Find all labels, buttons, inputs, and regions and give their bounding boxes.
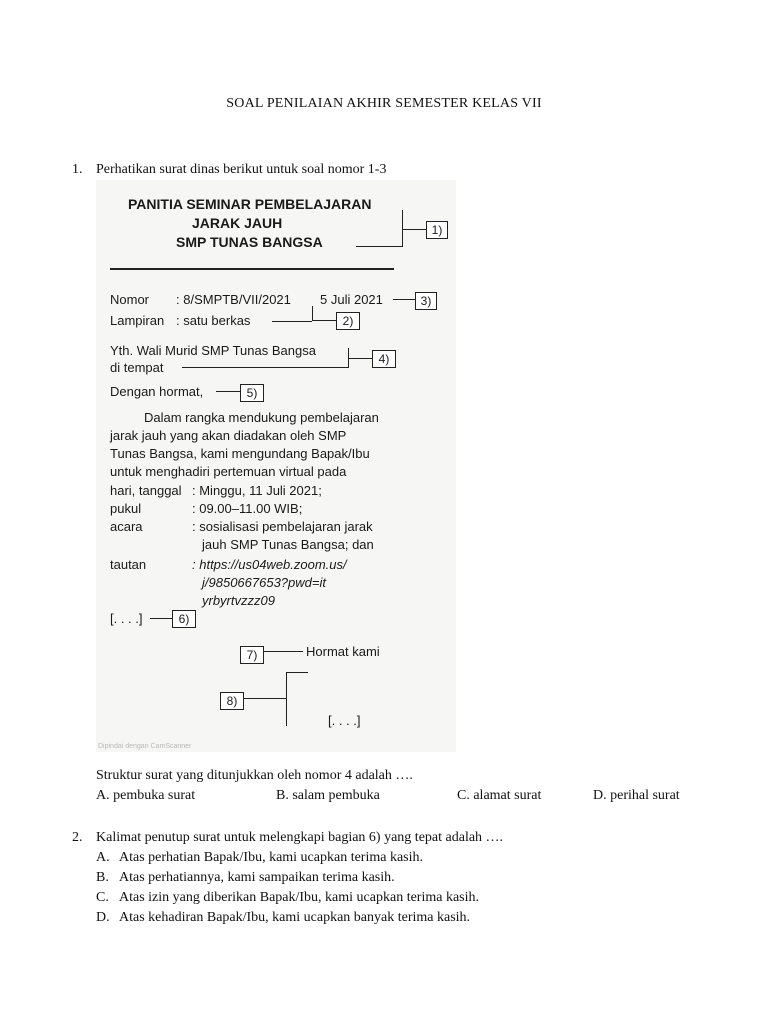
letterhead-rule (110, 268, 394, 270)
closing-salutation: Hormat kami (306, 644, 380, 659)
marker-1-line (402, 229, 426, 230)
body-line-4: untuk menghadiri pertemuan virtual pada (110, 464, 347, 479)
body-line-1: Dalam rangka mendukung pembelajaran (144, 410, 379, 425)
marker-3-box: 3) (415, 292, 437, 310)
question-2-number: 2. (72, 830, 83, 845)
q1-option-a[interactable]: A. pembuka surat (96, 788, 196, 803)
detail-value-link: : https://us04web.zoom.us/ (192, 557, 347, 572)
detail-value-event: : sosialisasi pembelajaran jarak (192, 519, 373, 534)
marker-8-bracket (286, 672, 287, 726)
marker-4-line (348, 358, 372, 359)
marker-7-line (263, 651, 303, 652)
letter-image (96, 180, 456, 752)
marker-6-line (150, 618, 172, 619)
body-line-3: Tunas Bangsa, kami mengundang Bapak/Ibu (110, 446, 370, 461)
marker-7-box: 7) (240, 646, 264, 664)
marker-4-box: 4) (372, 350, 396, 368)
q2-option-d-letter: D. (96, 910, 110, 925)
marker-5-box: 5) (240, 384, 264, 402)
letter-header-line-3: SMP TUNAS BANGSA (176, 234, 323, 250)
q2-option-b-text: Atas perhatiannya, kami sampaikan terima kasih. (119, 870, 395, 885)
detail-label-date: hari, tanggal (110, 483, 182, 498)
detail-value-time: : 09.00–11.00 WIB; (192, 501, 303, 516)
nomor-value: : 8/SMPTB/VII/2021 (176, 292, 291, 307)
marker-1-line-bottom (356, 246, 403, 247)
question-1-question: Struktur surat yang ditunjukkan oleh nomor 4 adalah …. (96, 768, 413, 783)
marker-4-line-bottom (182, 367, 348, 368)
scanner-watermark: Dipindai dengan CamScanner (98, 743, 192, 750)
q1-option-c[interactable]: C. alamat surat (457, 788, 542, 803)
lampiran-value: : satu berkas (176, 313, 251, 328)
closing-placeholder: [. . . .] (110, 611, 143, 626)
q2-option-c-letter: C. (96, 890, 109, 905)
letter-header-line-1: PANITIA SEMINAR PEMBELAJARAN (128, 196, 372, 212)
marker-2-line (272, 321, 312, 322)
marker-8-bracket-top (286, 672, 308, 673)
marker-1-box: 1) (426, 221, 448, 239)
question-1-prompt: Perhatikan surat dinas berikut untuk soal nomor 1-3 (96, 162, 387, 177)
greeting: Dengan hormat, (110, 384, 204, 399)
marker-8-line (243, 698, 287, 699)
lampiran-label: Lampiran (110, 313, 165, 328)
signature-placeholder: [. . . .] (328, 713, 361, 728)
q1-option-d[interactable]: D. perihal surat (593, 788, 680, 803)
page-title: SOAL PENILAIAN AKHIR SEMESTER KELAS VII (226, 96, 542, 111)
marker-3-line (393, 299, 415, 300)
marker-5-line (216, 391, 240, 392)
q2-option-c-text: Atas izin yang diberikan Bapak/Ibu, kami ucapkan terima kasih. (119, 890, 480, 905)
body-line-2: jarak jauh yang akan diadakan oleh SMP (110, 428, 347, 443)
letter-header-line-2: JARAK JAUH (192, 215, 283, 231)
marker-2-line-b (312, 320, 336, 321)
q2-option-a-letter: A. (96, 850, 110, 865)
letter-date: 5 Juli 2021 (320, 292, 383, 307)
marker-6-box: 6) (172, 610, 196, 628)
detail-value-link-cont-2: yrbyrtvzzz09 (202, 593, 275, 608)
marker-1-bracket (402, 210, 403, 246)
marker-2-box: 2) (336, 312, 360, 330)
q2-option-d-text: Atas kehadiran Bapak/Ibu, kami ucapkan banyak terima kasih. (119, 910, 471, 925)
detail-value-date: : Minggu, 11 Juli 2021; (192, 483, 322, 498)
marker-8-box: 8) (220, 692, 244, 710)
q2-option-a-text: Atas perhatian Bapak/Ibu, kami ucapkan terima kasih. (119, 850, 424, 865)
marker-2-tick (312, 306, 313, 321)
question-1-number: 1. (72, 162, 83, 177)
detail-label-event: acara (110, 519, 143, 534)
detail-label-link: tautan (110, 557, 147, 572)
detail-value-link-cont-1: j/9850667653?pwd=it (202, 575, 326, 590)
recipient-place: di tempat (110, 360, 164, 375)
question-2-question: Kalimat penutup surat untuk melengkapi bagian 6) yang tepat adalah …. (96, 830, 504, 845)
recipient: Yth. Wali Murid SMP Tunas Bangsa (110, 343, 316, 358)
detail-value-event-cont: jauh SMP Tunas Bangsa; dan (202, 537, 374, 552)
q2-option-b-letter: B. (96, 870, 109, 885)
nomor-label: Nomor (110, 292, 150, 307)
q1-option-b[interactable]: B. salam pembuka (276, 788, 380, 803)
detail-label-time: pukul (110, 501, 142, 516)
